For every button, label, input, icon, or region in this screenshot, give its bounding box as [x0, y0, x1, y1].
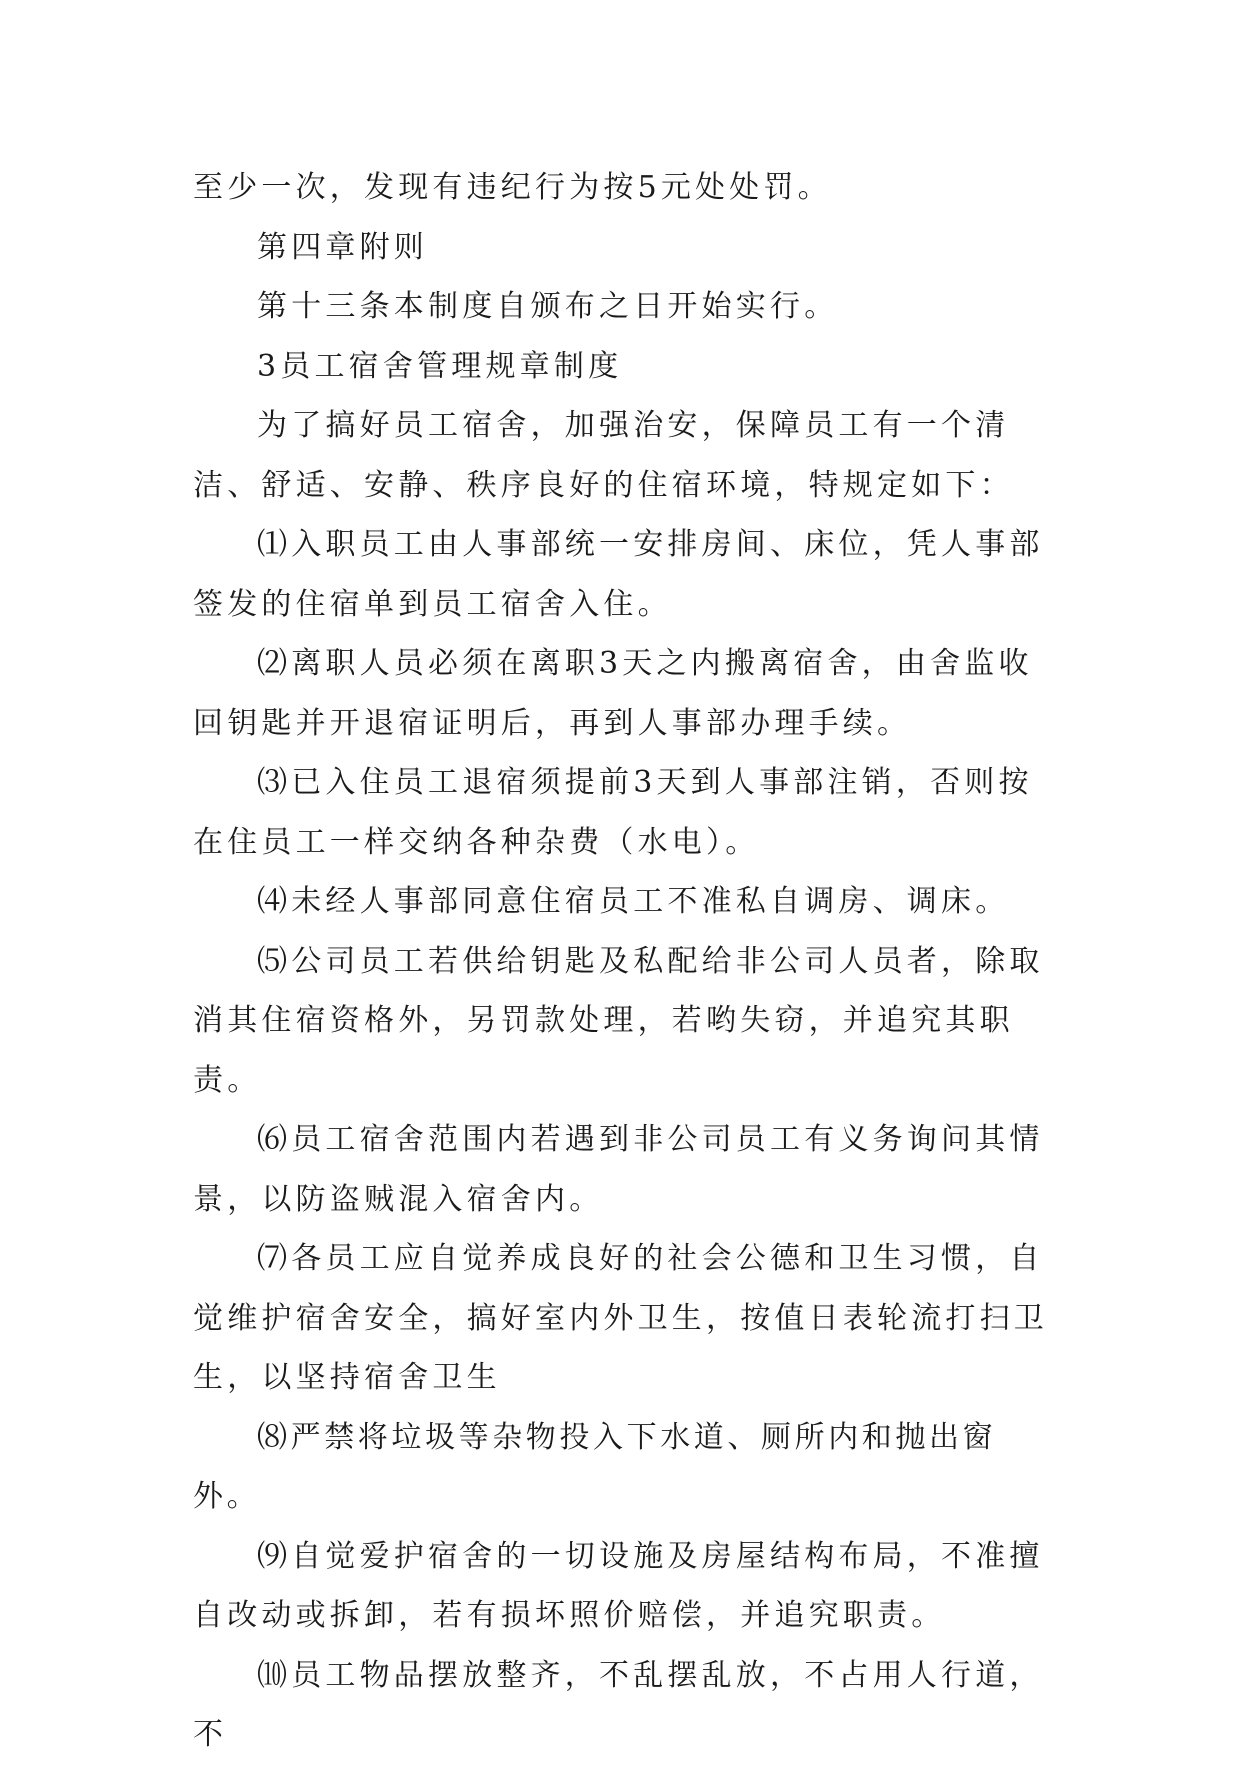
- document-body: [193, 158, 1053, 1765]
- chapter-heading: 第四章附则: [257, 229, 428, 265]
- rule-6: ⑹员工宿舍范围内若遇到非公司员工有义务询问其情景，以防盗贼混入宿舍内。: [193, 1122, 1044, 1217]
- rule-3: ⑶已入住员工退宿须提前3天到人事部注销，否则按在住员工一样交纳各种杂费（水电）。: [193, 765, 1033, 860]
- rule-8: ⑻严禁将垃圾等杂物投入下水道、厕所内和抛出窗外。: [193, 1419, 997, 1514]
- rule-7: ⑺各员工应自觉养成良好的社会公德和卫生习惯，自觉维护宿舍安全，搞好室内外卫生，按值日表轮流打扫卫生，以坚持宿舍卫生: [193, 1241, 1048, 1395]
- intro-paragraph: 为了搞好员工宿舍，加强治安，保障员工有一个清洁、舒适、安静、秩序良好的住宿环境，特规定如下：: [193, 408, 1014, 503]
- rule-9: ⑼自觉爱护宿舍的一切设施及房屋结构布局，不准擅自改动或拆卸，若有损坏照价赔偿，并追究职责。: [193, 1538, 1044, 1633]
- rule-2: ⑵离职人员必须在离职3天之内搬离宿舍，由舍监收回钥匙并开退宿证明后，再到人事部办理手续。: [193, 646, 1033, 741]
- paragraph-continuation: 至少一次，发现有违纪行为按5元处处罚。: [193, 170, 832, 205]
- rule-10: ⑽员工物品摆放整齐，不乱摆乱放，不占用人行道，不: [193, 1657, 1044, 1752]
- section-heading: 3员工宿舍管理规章制度: [257, 348, 623, 384]
- article-13: 第十三条本制度自颁布之日开始实行。: [257, 289, 839, 324]
- rule-4: ⑷未经人事部同意住宿员工不准私自调房、调床。: [257, 884, 1010, 919]
- rule-5: ⑸公司员工若供给钥匙及私配给非公司人员者，除取消其住宿资格外，另罚款处理，若哟失窃，并追究其职责。: [193, 943, 1044, 1098]
- rule-1: ⑴入职员工由人事部统一安排房间、床位，凭人事部签发的住宿单到员工宿舍入住。: [193, 527, 1044, 622]
